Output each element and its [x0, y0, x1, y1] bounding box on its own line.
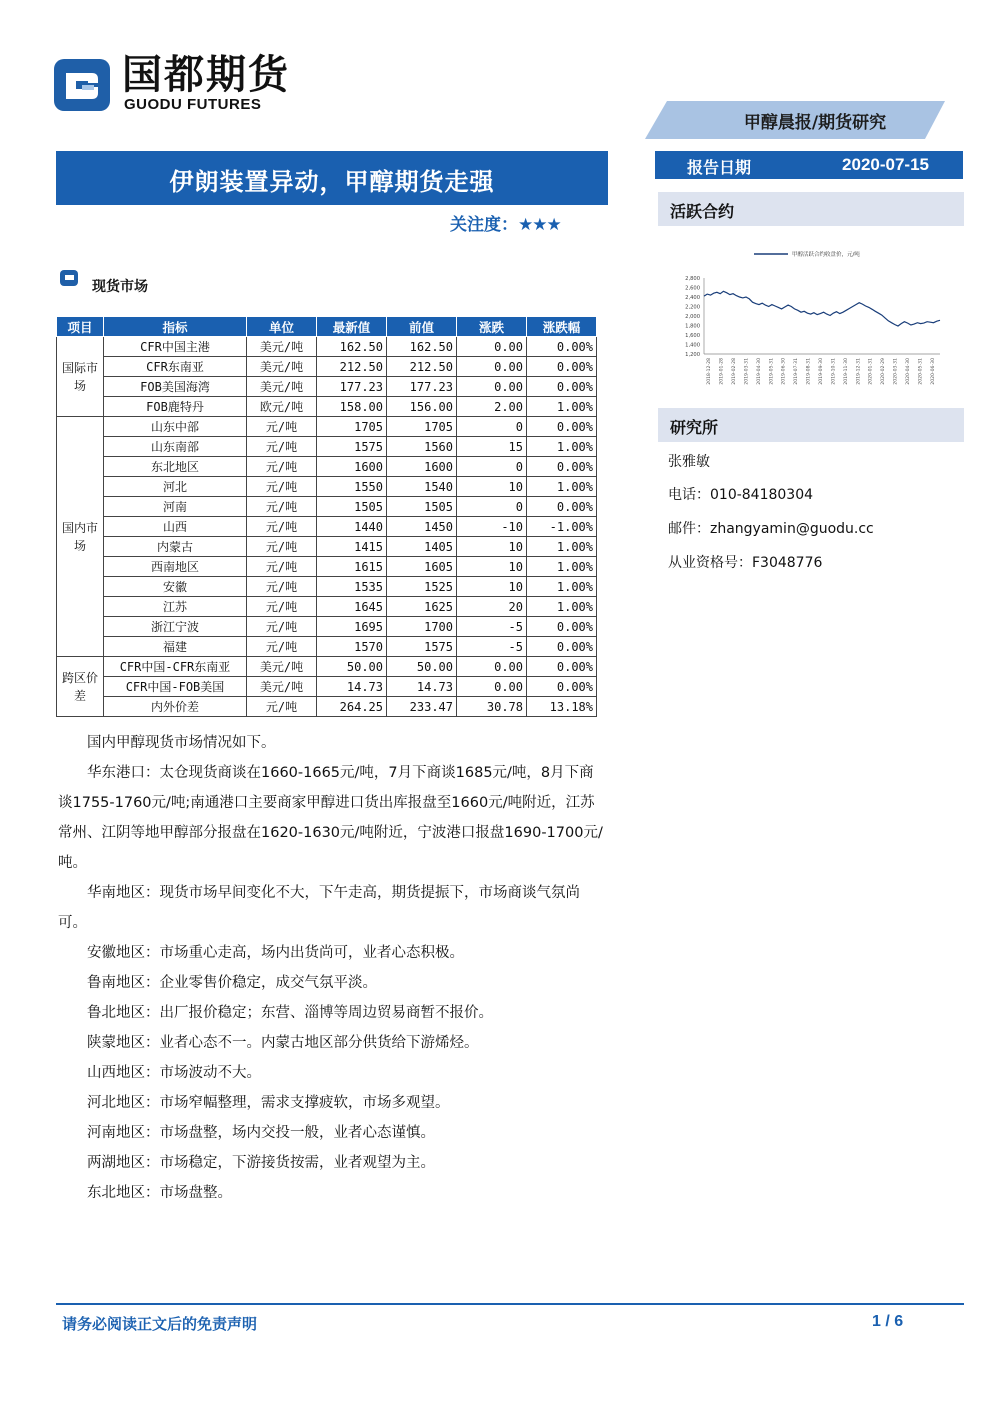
analyst-email[interactable]: 邮件：zhangyamin@guodu.cc	[668, 521, 874, 537]
cell-change-pct: 0.00%	[527, 617, 597, 637]
table-row	[57, 497, 597, 517]
paragraph: 河北地区：市场窄幅整理，需求支撑疲软，市场多观望。	[87, 1095, 450, 1111]
cell-indicator: 江苏	[104, 597, 247, 617]
cell-change: 10	[457, 537, 527, 557]
cell-change: 15	[457, 437, 527, 457]
cell-latest: 158.00	[317, 397, 387, 417]
table-row	[57, 417, 597, 437]
cell-indicator: 河北	[104, 477, 247, 497]
x-tick-label: 2019-07-31	[794, 358, 800, 385]
brand-name-cn: 国都期货	[122, 52, 290, 98]
cell-change-pct: -1.00%	[527, 517, 597, 537]
paragraph: 鲁北地区：出厂报价稳定；东营、淄博等周边贸易商暂不报价。	[87, 1005, 493, 1021]
y-tick-label: 2,600	[685, 285, 700, 292]
x-tick-label: 2019-06-30	[781, 358, 787, 385]
report-date-bar	[655, 151, 963, 179]
cell-indicator: 内外价差	[104, 697, 247, 717]
spot-price-table	[56, 316, 597, 717]
cell-latest: 1550	[317, 477, 387, 497]
market-commentary	[58, 728, 603, 1208]
cell-unit: 美元/吨	[247, 377, 317, 397]
cell-change: 0.00	[457, 337, 527, 357]
cell-latest: 1695	[317, 617, 387, 637]
cell-change: 0.00	[457, 677, 527, 697]
research-header	[658, 408, 964, 442]
row-category: 跨区价差	[57, 657, 104, 717]
table-row	[57, 477, 597, 497]
paragraph: 国内甲醇现货市场情况如下。	[87, 735, 276, 751]
cell-change: 30.78	[457, 697, 527, 717]
cell-unit: 美元/吨	[247, 677, 317, 697]
cell-change-pct: 0.00%	[527, 417, 597, 437]
cell-indicator: 西南地区	[104, 557, 247, 577]
paragraph: 陕蒙地区：业者心态不一。内蒙古地区部分供货给下游烯烃。	[87, 1035, 479, 1051]
cell-change-pct: 0.00%	[527, 497, 597, 517]
cell-latest: 162.50	[317, 337, 387, 357]
cell-latest: 1505	[317, 497, 387, 517]
cell-indicator: 东北地区	[104, 457, 247, 477]
row-category: 国际市场	[57, 337, 104, 417]
x-tick-label: 2020-03-31	[893, 358, 899, 385]
cell-latest: 1570	[317, 637, 387, 657]
cell-unit: 元/吨	[247, 577, 317, 597]
table-row	[57, 437, 597, 457]
cell-latest: 50.00	[317, 657, 387, 677]
col-header-indicator: 指标	[104, 317, 247, 337]
cell-unit: 元/吨	[247, 637, 317, 657]
table-row	[57, 517, 597, 537]
active-contract-chart	[658, 240, 964, 410]
x-tick-label: 2019-01-28	[719, 358, 725, 385]
cell-previous: 1525	[387, 577, 457, 597]
cell-previous: 1600	[387, 457, 457, 477]
cell-previous: 1575	[387, 637, 457, 657]
col-header-change: 涨跌	[457, 317, 527, 337]
cell-latest: 1440	[317, 517, 387, 537]
cell-change: 2.00	[457, 397, 527, 417]
table-row	[57, 617, 597, 637]
cell-unit: 元/吨	[247, 697, 317, 717]
analyst-name: 张雅敏	[668, 454, 710, 470]
cell-previous: 50.00	[387, 657, 457, 677]
cell-indicator: 山西	[104, 517, 247, 537]
cell-change: 20	[457, 597, 527, 617]
cell-change-pct: 13.18%	[527, 697, 597, 717]
cell-indicator: 山东南部	[104, 437, 247, 457]
cell-change-pct: 1.00%	[527, 477, 597, 497]
x-tick-label: 2019-08-31	[806, 358, 812, 385]
brand-name-en: GUODU FUTURES	[124, 96, 262, 113]
y-tick-label: 2,800	[685, 276, 700, 282]
cell-previous: 14.73	[387, 677, 457, 697]
cell-previous: 1705	[387, 417, 457, 437]
cell-change: 10	[457, 577, 527, 597]
section-bullet-icon	[60, 270, 78, 286]
y-tick-label: 1,600	[685, 333, 700, 339]
cell-latest: 1600	[317, 457, 387, 477]
cell-change-pct: 0.00%	[527, 677, 597, 697]
cell-previous: 156.00	[387, 397, 457, 417]
cell-unit: 元/吨	[247, 597, 317, 617]
cell-change: 10	[457, 477, 527, 497]
cell-indicator: 浙江宁波	[104, 617, 247, 637]
star-rating-icon: ★★★	[518, 215, 561, 235]
paragraph: 华南地区：现货市场早间变化不大，下午走高，期货提振下，市场商谈气氛尚可。	[58, 885, 580, 931]
y-tick-label: 2,000	[685, 314, 700, 320]
cell-previous: 1405	[387, 537, 457, 557]
y-tick-label: 2,400	[685, 295, 700, 301]
cell-change-pct: 1.00%	[527, 577, 597, 597]
footer-divider	[56, 1303, 964, 1305]
x-tick-label: 2019-12-31	[856, 358, 862, 385]
page-number: 1 / 6	[872, 1313, 904, 1330]
active-contract-title: 活跃合约	[670, 202, 735, 221]
cell-previous: 1625	[387, 597, 457, 617]
paragraph: 河南地区：市场盘整，场内交投一般，业者心态谨慎。	[87, 1125, 435, 1141]
cell-latest: 1705	[317, 417, 387, 437]
cell-previous: 1505	[387, 497, 457, 517]
focus-rating	[450, 210, 561, 235]
cell-change-pct: 1.00%	[527, 397, 597, 417]
cell-change: 0.00	[457, 657, 527, 677]
spot-market-title: 现货市场	[92, 279, 148, 295]
cell-unit: 美元/吨	[247, 337, 317, 357]
table-row	[57, 657, 597, 677]
report-date-label: 报告日期	[687, 158, 752, 177]
disclaimer-link[interactable]: 请务必阅读正文后的免责声明	[62, 1315, 258, 1333]
table-row	[57, 357, 597, 377]
cell-previous: 162.50	[387, 337, 457, 357]
col-header-item: 项目	[57, 317, 104, 337]
analyst-phone: 电话：010-84180304	[668, 487, 814, 503]
cell-change: 0	[457, 497, 527, 517]
x-tick-label: 2019-05-31	[769, 358, 775, 385]
report-category: 甲醇晨报/期货研究	[743, 113, 887, 133]
cell-change-pct: 1.00%	[527, 537, 597, 557]
cell-unit: 元/吨	[247, 477, 317, 497]
col-header-unit: 单位	[247, 317, 317, 337]
table-row	[57, 397, 597, 417]
cell-indicator: 福建	[104, 637, 247, 657]
table-row	[57, 677, 597, 697]
cell-change: 0	[457, 457, 527, 477]
cell-unit: 欧元/吨	[247, 397, 317, 417]
table-row	[57, 457, 597, 477]
paragraph: 两湖地区：市场稳定，下游接货按需，业者观望为主。	[87, 1155, 435, 1171]
table-row	[57, 577, 597, 597]
x-tick-label: 2019-03-31	[744, 358, 750, 385]
cell-indicator: CFR中国-CFR东南亚	[104, 657, 247, 677]
guodu-logo-icon	[52, 55, 112, 115]
paragraph: 安徽地区：市场重心走高，场内出货尚可，业者心态积极。	[87, 945, 464, 961]
y-tick-label: 1,800	[685, 323, 700, 330]
report-date-value: 2020-07-15	[842, 155, 929, 174]
cell-indicator: CFR东南亚	[104, 357, 247, 377]
cell-change: 0.00	[457, 357, 527, 377]
table-row	[57, 557, 597, 577]
legend-label: 甲醇活跃合约收盘价，元/吨	[792, 252, 860, 258]
cell-previous: 1700	[387, 617, 457, 637]
cell-change: -10	[457, 517, 527, 537]
x-tick-label: 2020-02-29	[881, 358, 887, 385]
paragraph: 华东港口：太仓现货商谈在1660-1665元/吨，7月下商谈1685元/吨，8月下商谈1755-1760元/吨;南通港口主要商家甲醇进口货出库报盘至1660元/吨附近，江苏常州、江阴等地甲醇部分报盘在1620-1630元/吨附近，宁波港口报盘1690-1700元/吨。	[58, 765, 603, 871]
cell-unit: 元/吨	[247, 517, 317, 537]
cell-previous: 212.50	[387, 357, 457, 377]
cell-latest: 1535	[317, 577, 387, 597]
cell-unit: 美元/吨	[247, 657, 317, 677]
cell-change-pct: 1.00%	[527, 557, 597, 577]
cell-indicator: FOB美国海湾	[104, 377, 247, 397]
table-row	[57, 637, 597, 657]
cell-indicator: CFR中国主港	[104, 337, 247, 357]
cell-change: 0.00	[457, 377, 527, 397]
y-tick-label: 1,400	[685, 342, 700, 349]
x-tick-label: 2020-05-31	[918, 358, 924, 385]
cell-latest: 14.73	[317, 677, 387, 697]
cell-previous: 233.47	[387, 697, 457, 717]
report-title: 伊朗装置异动，甲醇期货走强	[169, 168, 495, 196]
cell-change: -5	[457, 617, 527, 637]
cell-indicator: 内蒙古	[104, 537, 247, 557]
cell-indicator: 安徽	[104, 577, 247, 597]
cell-change: 10	[457, 557, 527, 577]
x-tick-label: 2019-04-30	[756, 358, 762, 385]
cell-latest: 1645	[317, 597, 387, 617]
cell-latest: 1415	[317, 537, 387, 557]
table-row	[57, 337, 597, 357]
col-header-latest: 最新值	[317, 317, 387, 337]
cell-previous: 1450	[387, 517, 457, 537]
cell-unit: 元/吨	[247, 557, 317, 577]
active-contract-header	[658, 192, 964, 226]
row-category: 国内市场	[57, 417, 104, 657]
x-tick-label: 2019-02-28	[732, 358, 738, 385]
cell-latest: 1615	[317, 557, 387, 577]
x-tick-label: 2020-01-31	[868, 358, 874, 385]
cell-indicator: CFR中国-FOB美国	[104, 677, 247, 697]
paragraph: 鲁南地区：企业零售价稳定，成交气氛平淡。	[87, 975, 377, 991]
cell-indicator: 河南	[104, 497, 247, 517]
cell-indicator: 山东中部	[104, 417, 247, 437]
cell-change-pct: 0.00%	[527, 337, 597, 357]
col-header-change-pct: 涨跌幅	[527, 317, 597, 337]
y-tick-label: 2,200	[685, 304, 700, 311]
title-divider	[56, 203, 608, 205]
x-tick-label: 2020-06-30	[930, 358, 936, 385]
cell-change-pct: 0.00%	[527, 657, 597, 677]
table-row	[57, 377, 597, 397]
cell-previous: 1605	[387, 557, 457, 577]
cell-change-pct: 1.00%	[527, 437, 597, 457]
x-tick-label: 2019-09-30	[819, 358, 824, 385]
cell-latest: 1575	[317, 437, 387, 457]
x-tick-label: 2020-04-30	[905, 358, 911, 385]
cell-change-pct: 0.00%	[527, 637, 597, 657]
col-header-previous: 前值	[387, 317, 457, 337]
x-tick-label: 2018-12-28	[707, 358, 713, 385]
cell-latest: 177.23	[317, 377, 387, 397]
x-tick-label: 2019-10-31	[831, 358, 837, 385]
cell-change-pct: 0.00%	[527, 377, 597, 397]
series-line	[704, 291, 940, 326]
table-row	[57, 597, 597, 617]
cell-change-pct: 1.00%	[527, 597, 597, 617]
cell-unit: 美元/吨	[247, 357, 317, 377]
cell-unit: 元/吨	[247, 417, 317, 437]
paragraph: 东北地区：市场盘整。	[87, 1185, 232, 1201]
cell-unit: 元/吨	[247, 537, 317, 557]
cell-previous: 1540	[387, 477, 457, 497]
cell-unit: 元/吨	[247, 457, 317, 477]
analyst-license: 从业资格号：F3048776	[668, 555, 823, 571]
table-header-row	[57, 317, 597, 337]
paragraph: 山西地区：市场波动不大。	[87, 1065, 261, 1081]
cell-unit: 元/吨	[247, 497, 317, 517]
cell-unit: 元/吨	[247, 437, 317, 457]
y-tick-label: 1,200	[685, 352, 700, 358]
cell-previous: 177.23	[387, 377, 457, 397]
cell-indicator: FOB鹿特丹	[104, 397, 247, 417]
table-row	[57, 697, 597, 717]
cell-change: 0	[457, 417, 527, 437]
x-tick-label: 2019-11-30	[843, 358, 849, 385]
cell-change-pct: 0.00%	[527, 457, 597, 477]
cell-unit: 元/吨	[247, 617, 317, 637]
cell-latest: 212.50	[317, 357, 387, 377]
focus-label: 关注度：	[450, 215, 518, 235]
table-row	[57, 537, 597, 557]
cell-change: -5	[457, 637, 527, 657]
cell-change-pct: 0.00%	[527, 357, 597, 377]
cell-latest: 264.25	[317, 697, 387, 717]
research-title: 研究所	[670, 418, 719, 437]
cell-previous: 1560	[387, 437, 457, 457]
